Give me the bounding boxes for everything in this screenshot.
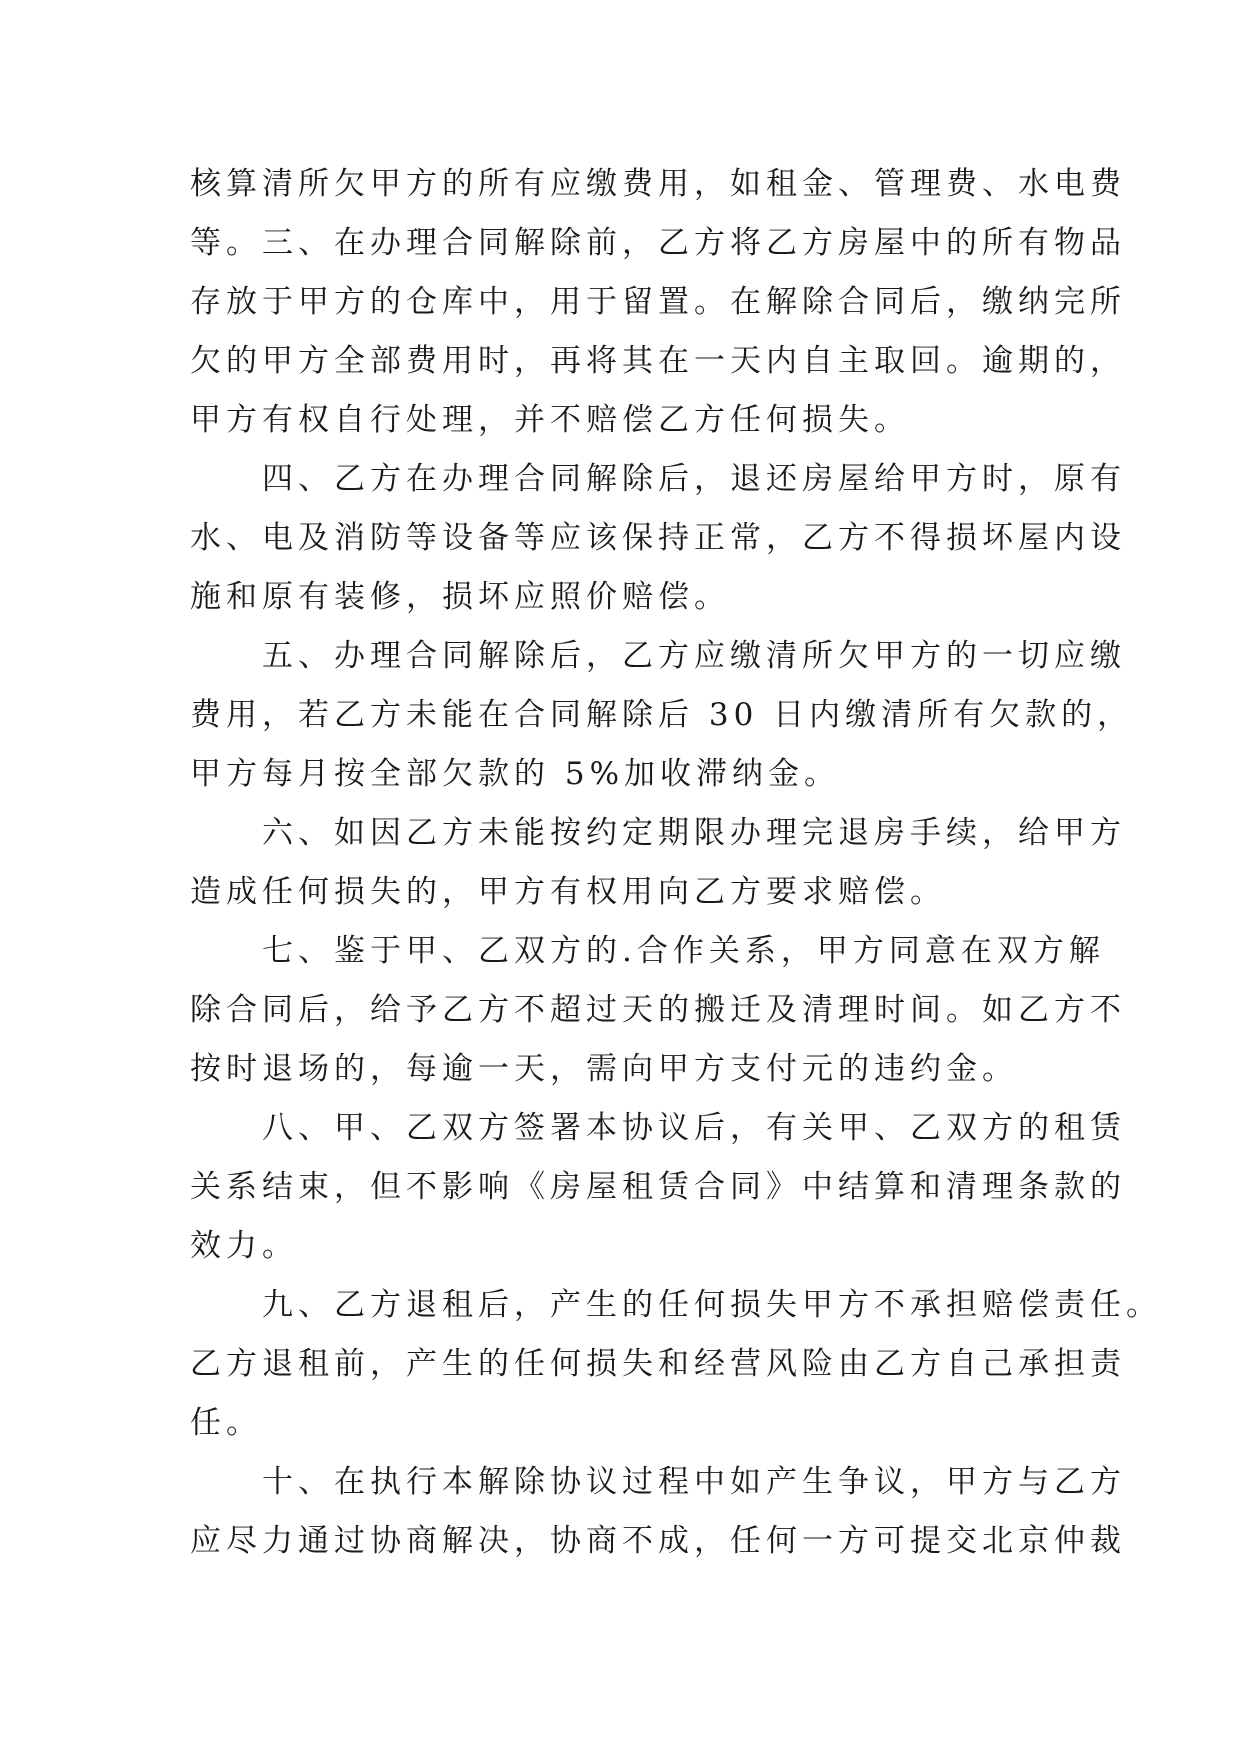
- text-line: 效力。: [190, 1228, 298, 1264]
- paragraph-start-line: 六、如因乙方未能按约定期限办理完退房手续，给甲方: [262, 815, 1126, 851]
- text-line: 造成任何损失的，甲方有权用向乙方要求赔偿。: [190, 874, 946, 910]
- text-line: 乙方退租前，产生的任何损失和经营风险由乙方自己承担责: [190, 1346, 1126, 1382]
- text-line: 核算清所欠甲方的所有应缴费用，如租金、管理费、水电费: [190, 166, 1126, 202]
- paragraph-start-line: 十、在执行本解除协议过程中如产生争议，甲方与乙方: [262, 1464, 1126, 1500]
- text-line: 甲方有权自行处理，并不赔偿乙方任何损失。: [190, 402, 910, 438]
- text-line: 等。三、在办理合同解除前，乙方将乙方房屋中的所有物品: [190, 225, 1126, 261]
- text-line: 存放于甲方的仓库中，用于留置。在解除合同后，缴纳完所: [190, 284, 1126, 320]
- text-line: 关系结束，但不影响《房屋租赁合同》中结算和清理条款的: [190, 1169, 1126, 1205]
- text-line: 水、电及消防等设备等应该保持正常，乙方不得损坏屋内设: [190, 520, 1126, 556]
- text-line: 甲方每月按全部欠款的 5%加收滞纳金。: [190, 756, 841, 792]
- paragraph-start-line: 五、办理合同解除后，乙方应缴清所欠甲方的一切应缴: [262, 638, 1126, 674]
- paragraph-start-line: 四、乙方在办理合同解除后，退还房屋给甲方时，原有: [262, 461, 1126, 497]
- paragraph-start-line: 九、乙方退租后，产生的任何损失甲方不承担赔偿责任。: [262, 1287, 1162, 1323]
- document-body: [190, 155, 1162, 1571]
- paragraph-start-line: 八、甲、乙双方签署本协议后，有关甲、乙双方的租赁: [262, 1110, 1126, 1146]
- text-line: 除合同后，给予乙方不超过天的搬迁及清理时间。如乙方不: [190, 992, 1126, 1028]
- text-line: 任。: [190, 1405, 262, 1441]
- text-line: 施和原有装修，损坏应照价赔偿。: [190, 579, 730, 615]
- text-line: 应尽力通过协商解决，协商不成，任何一方可提交北京仲裁: [190, 1523, 1126, 1559]
- paragraph-start-line: 七、鉴于甲、乙双方的.合作关系，甲方同意在双方解: [262, 933, 1105, 969]
- text-line: 费用，若乙方未能在合同解除后 30 日内缴清所有欠款的，: [190, 697, 1134, 733]
- text-line: 欠的甲方全部费用时，再将其在一天内自主取回。逾期的，: [190, 343, 1126, 379]
- text-line: 按时退场的，每逾一天，需向甲方支付元的违约金。: [190, 1051, 1018, 1087]
